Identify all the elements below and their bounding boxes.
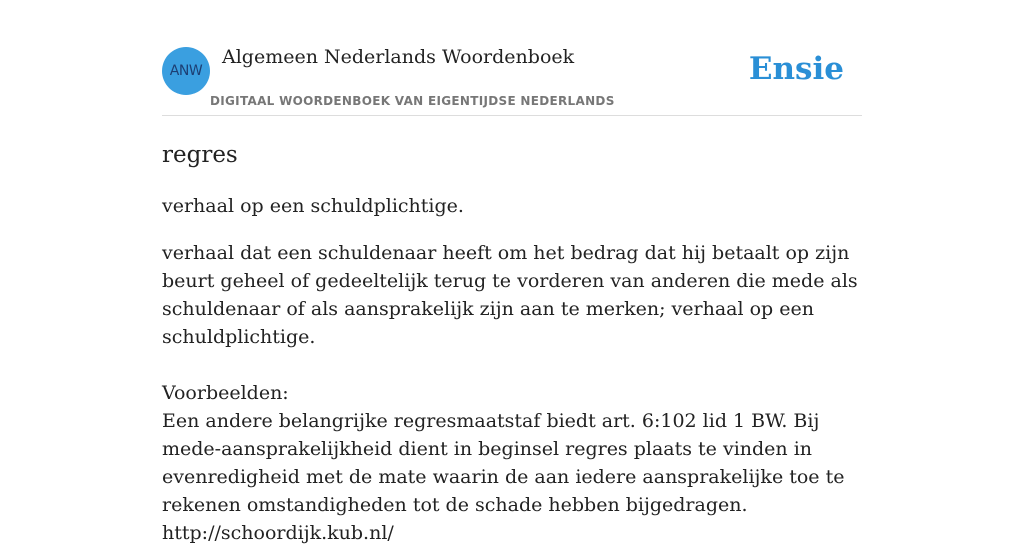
short-definition: verhaal op een schuldplichtige. <box>162 195 464 217</box>
logo-text: ANW <box>169 63 203 79</box>
site-title[interactable]: Algemeen Nederlands Woordenboek <box>222 46 575 68</box>
site-header <box>162 46 862 116</box>
header-divider <box>162 115 862 116</box>
entry-headword: regres <box>162 142 238 168</box>
long-definition: verhaal dat een schuldenaar heeft om het bedrag dat hij betaalt op zijn beurt geheel of gedeeltelijk terug te vorderen van anderen die mede als schuldenaar of als aansprakelijk zijn aan te merken; verhaal op een schuldplichtige. <box>162 242 858 348</box>
source-link[interactable]: http://schoordijk.kub.nl/ <box>162 522 394 544</box>
site-subtitle: DIGITAAL WOORDENBOEK VAN EIGENTIJDSE NEDERLANDS <box>210 94 615 108</box>
entry-content <box>162 140 862 547</box>
ensie-brand-link[interactable]: Ensie <box>748 51 844 87</box>
examples-label: Voorbeelden: <box>162 382 289 404</box>
anw-logo[interactable] <box>162 47 210 95</box>
example-text: Een andere belangrijke regresmaatstaf biedt art. 6:102 lid 1 BW. Bij mede-aansprakelijkheid dient in beginsel regres plaats te vinden in evenredigheid met de mate waarin de aan iedere aansprakelijke toe te rekenen omstandigheden tot de schade hebben bijgedragen. <box>162 410 845 516</box>
